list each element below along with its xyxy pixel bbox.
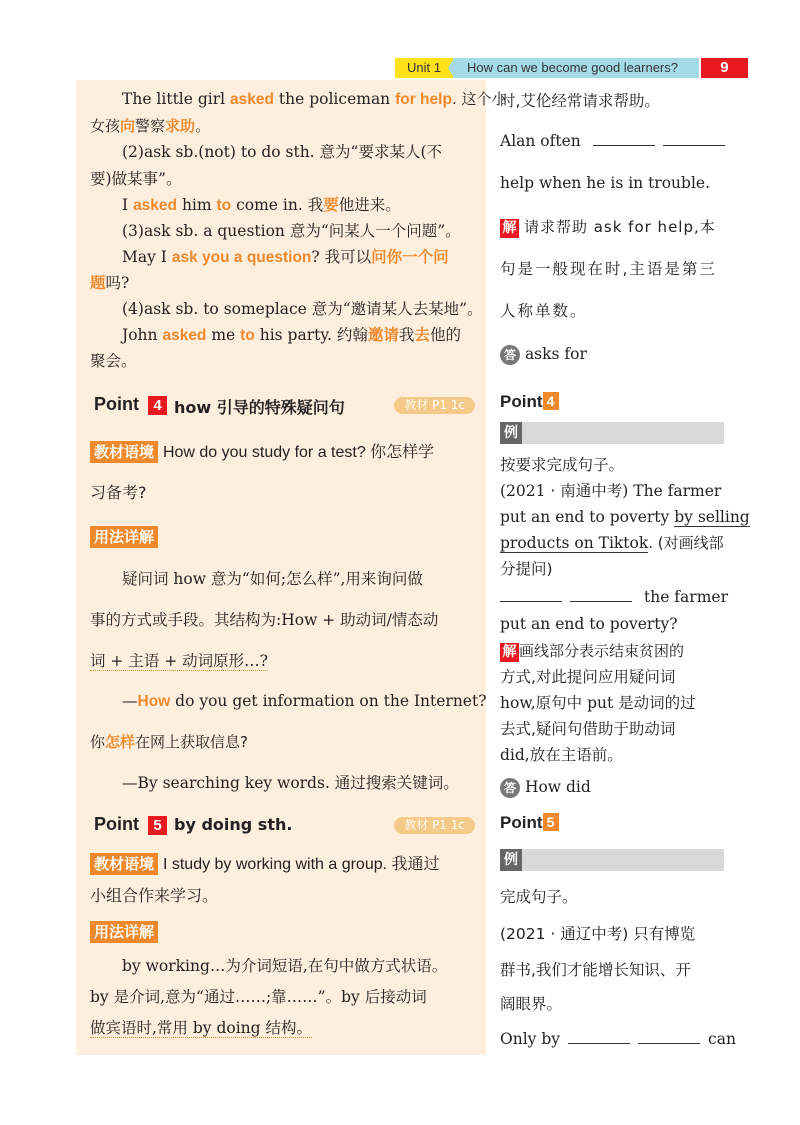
explanation-text: did,放在主语前。 bbox=[500, 746, 623, 764]
explanation-text: 人称单数。 bbox=[500, 302, 588, 320]
exercise-text: put an end to poverty? bbox=[500, 615, 678, 633]
usage-text: 做宾语时,常用 by doing 结构。 bbox=[90, 1019, 313, 1037]
usage-text: 事的方式或手段。其结构为:How + 助动词/情态动 bbox=[90, 611, 439, 629]
exercise-blank-line: Alan often bbox=[500, 130, 729, 152]
answer-blank[interactable] bbox=[638, 1030, 700, 1044]
usage-detail-tag: 用法详解 bbox=[90, 921, 158, 943]
example-translation: 聚会。 bbox=[90, 352, 137, 370]
unit-label: Unit 1 bbox=[395, 58, 453, 78]
exercise-instruction: 按要求完成句子。 bbox=[500, 456, 625, 474]
usage-detail-tag: 用法详解 bbox=[90, 526, 158, 548]
textbook-context: 教材语境 How do you study for a test? 你怎样学 bbox=[90, 441, 434, 464]
exercise-blank-line: Only by can bbox=[500, 1030, 736, 1048]
usage-item-2: (2)ask sb.(not) to do sth. 意为“要求某人(不 bbox=[122, 143, 442, 161]
explanation-icon: 解 bbox=[500, 219, 519, 238]
textbook-context-cont: 小组合作来学习。 bbox=[90, 886, 219, 905]
answer-icon: 答 bbox=[500, 778, 520, 798]
answer-blank[interactable] bbox=[593, 132, 655, 146]
point-title: how 引导的特殊疑问句 bbox=[174, 398, 345, 417]
explanation-text: how,原句中 put 是动词的过 bbox=[500, 694, 696, 712]
point-title: by doing sth. bbox=[174, 815, 293, 834]
exercise-text: put an end to poverty by selling bbox=[500, 508, 750, 526]
exercise-text: 阔眼界。 bbox=[500, 995, 563, 1013]
example-line: The little girl asked the policeman for help. 这个小 bbox=[122, 90, 507, 108]
point-label: Point bbox=[94, 394, 139, 414]
usage-text: by working…为介词短语,在句中做方式状语。 bbox=[122, 957, 448, 975]
example-translation: 女孩向警察求助。 bbox=[90, 117, 211, 135]
example-icon: 例 bbox=[500, 422, 522, 444]
explanation-text: 去式,疑问句借助于助动词 bbox=[500, 720, 676, 738]
page-number: 9 bbox=[701, 58, 748, 78]
explanation-icon: 解 bbox=[500, 643, 519, 662]
answer-icon: 答 bbox=[500, 345, 520, 365]
explanation-text: 句是一般现在时,主语是第三 bbox=[500, 260, 717, 278]
usage-detail-tag-row bbox=[90, 921, 158, 943]
textbook-context-cont: 习备考? bbox=[90, 483, 147, 502]
explanation-line: 解 请求帮助 ask for help,本 bbox=[500, 216, 716, 238]
textbook-context: 教材语境 I study by working with a group. 我通过 bbox=[90, 853, 440, 876]
usage-item-2-cont: 要)做某事”。 bbox=[90, 170, 182, 188]
example-line: John asked me to his party. 约翰邀请我去他的 bbox=[122, 326, 461, 344]
example-bar bbox=[500, 849, 724, 871]
usage-item-3: (3)ask sb. a question 意为“问某人一个问题”。 bbox=[122, 222, 461, 240]
answer-line: 答 asks for bbox=[500, 343, 587, 365]
usage-text: 词 + 主语 + 动词原形…? bbox=[90, 652, 268, 670]
example-line: I asked him to come in. 我要他进来。 bbox=[122, 196, 401, 214]
point-number: 5 bbox=[148, 816, 167, 835]
usage-text: 疑问词 how 意为“如何;怎么样”,用来询问做 bbox=[122, 570, 423, 588]
textbook-context-tag: 教材语境 bbox=[90, 441, 158, 463]
point-4-side-label: Point 4 bbox=[500, 392, 559, 412]
example-translation: 题吗? bbox=[90, 274, 130, 292]
unit-title: How can we become good learners? bbox=[453, 58, 699, 78]
exercise-blank-line: the farmer bbox=[500, 586, 728, 608]
point-5-heading bbox=[90, 815, 475, 837]
answer-blank[interactable] bbox=[663, 132, 725, 146]
explanation-text: 方式,对此提问应用疑问词 bbox=[500, 668, 676, 686]
answer-blank[interactable] bbox=[568, 1030, 630, 1044]
usage-text: by 是介词,意为“通过……;靠……”。by 后接动词 bbox=[90, 988, 427, 1006]
answer-blank[interactable] bbox=[500, 588, 562, 602]
exercise-text: 群书,我们才能增长知识、开 bbox=[500, 961, 691, 979]
example-line: —By searching key words. 通过搜索关键词。 bbox=[122, 774, 459, 792]
page-header bbox=[395, 58, 748, 78]
exercise-text: 分提问) bbox=[500, 560, 553, 578]
textbook-context-tag: 教材语境 bbox=[90, 853, 158, 875]
example-icon: 例 bbox=[500, 849, 522, 871]
exercise-text: products on Tiktok. (对画线部 bbox=[500, 534, 724, 552]
example-line: May I ask you a question? 我可以问你一个问 bbox=[122, 248, 449, 266]
answer-line: 答 How did bbox=[500, 776, 591, 798]
example-translation: 你怎样在网上获取信息? bbox=[90, 733, 248, 751]
exercise-text: 时,艾伦经常请求帮助。 bbox=[500, 92, 660, 110]
exercise-text: help when he is in trouble. bbox=[500, 174, 711, 192]
exercise-text: (2021 · 南通中考) The farmer bbox=[500, 482, 722, 500]
point-label: Point bbox=[94, 814, 139, 834]
point-4-heading bbox=[90, 395, 475, 417]
textbook-ref-tag: 教材 P1 1c bbox=[394, 397, 475, 414]
explanation-line: 解 画线部分表示结束贫困的 bbox=[500, 640, 684, 662]
exercise-instruction: 完成句子。 bbox=[500, 888, 578, 906]
exercise-text: (2021 · 通辽中考) 只有博览 bbox=[500, 925, 696, 943]
answer-blank[interactable] bbox=[570, 588, 632, 602]
usage-detail-tag-row bbox=[90, 526, 158, 548]
usage-item-4: (4)ask sb. to someplace 意为“邀请某人去某地”。 bbox=[122, 300, 483, 318]
point-5-side-label: Point 5 bbox=[500, 813, 559, 833]
example-bar bbox=[500, 422, 724, 444]
point-number: 4 bbox=[148, 396, 167, 415]
textbook-ref-tag: 教材 P1 1c bbox=[394, 817, 475, 834]
example-line: —How do you get information on the Internet? bbox=[122, 692, 487, 710]
